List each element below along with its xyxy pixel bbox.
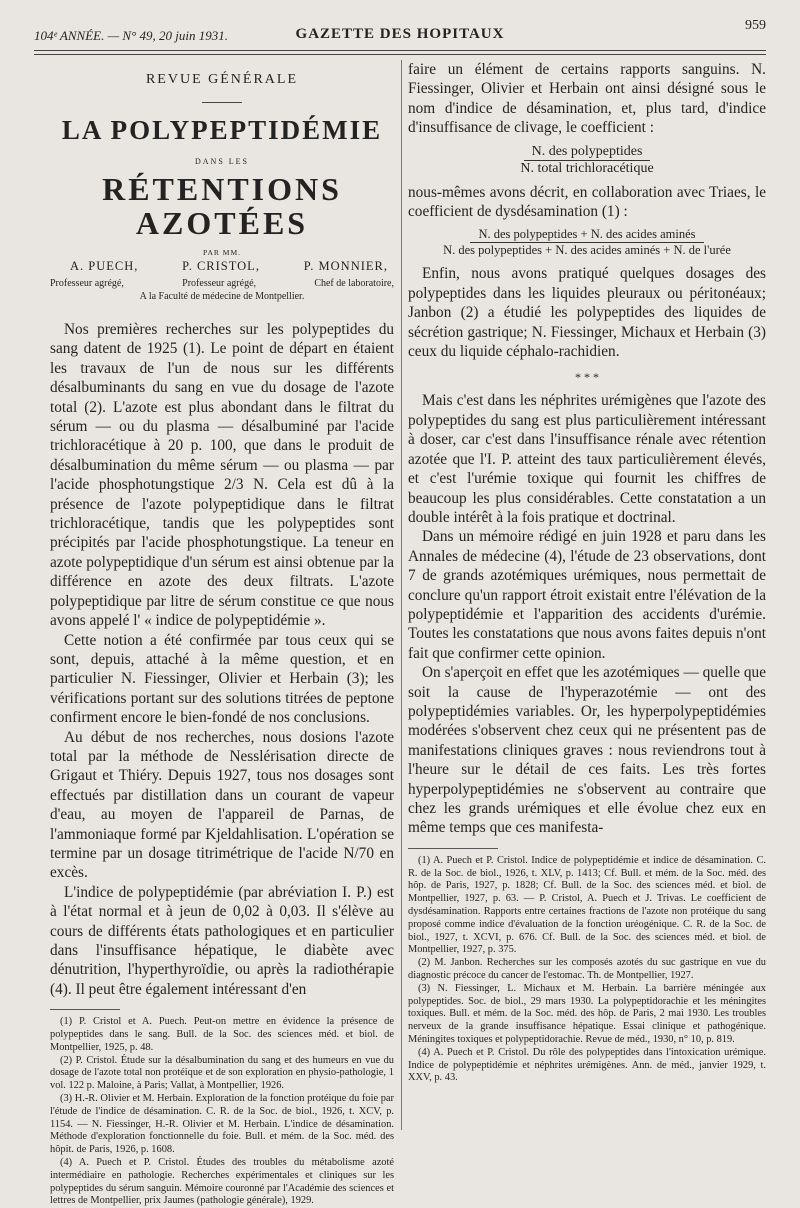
running-header — [34, 14, 766, 44]
footnote-rule — [50, 1009, 120, 1010]
formula-dysdesamination — [408, 227, 766, 258]
header-rule-2 — [34, 54, 766, 55]
body-paragraph: nous-mêmes avons décrit, en collaboration avec Triaes, le coefficient de dysdésamination (1) : — [408, 183, 766, 221]
author-name: P. MONNIER, — [303, 259, 388, 273]
by-line: PAR MM. — [203, 248, 241, 257]
formula-denominator: N. total trichloracétique — [520, 160, 654, 176]
formula-indice-desamination — [408, 144, 766, 177]
title-connector: DANS LES — [194, 157, 249, 166]
footnote: (2) M. Janbon. Recherches sur les composés azotés du suc gastrique en vue du diagnostic précoce du cancer de l'estomac. Th. de Montpellier, 1927. — [408, 957, 766, 981]
footnote: (1) A. Puech et P. Cristol. Indice de polypeptidémie et indice de désamination. C. R. de la Soc. de biol., 1926, t. XLV, p. 1413; Cf. Bull. et mém. de la Soc. méd. des hôp. de Paris, 1927, p. 1828; Cf. Bull. de la Soc. des sciences méd. et biol. de Montpellier, 1927, p. 63. — P. Cristol, A. Puech et J. Trivas. Le coefficient de dysdésamination. Rapports entre certaines fractions de l'azote non protéique du sang proposé comme indice d'évaluation de la fonction uréogénique. C. R. de la Soc. de biol., 1927, t. XCVI, p. 676. Cf. Bull. de la Soc. des sciences méd. et biol. de Montpellier, 1927, p. 375. — [408, 854, 766, 956]
issue-info: 104ᵉ ANNÉE. — N° 49, 20 juin 1931. — [34, 28, 228, 43]
body-paragraph: Au début de nos recherches, nous dosions l'azote total par la méthode de Nesslérisation directe de Grigaut et Thiéry. Depuis 1927, tous nos dosages sont effectués par distillation dans un courant de vapeur d'eau, au moyen de l'appareil de Parnas, de l'ammoniaque formé par Kjeldahlisation. L'opération se termine par un dosage titrimétrique de l'acide N/70 en excès. — [50, 728, 394, 882]
author-role: Professeur agrégé, — [50, 278, 124, 289]
author-roles — [50, 278, 394, 289]
journal-title: GAZETTE DES HOPITAUX — [295, 26, 505, 42]
authors — [70, 259, 388, 274]
author-name: P. CRISTOL, — [182, 259, 260, 273]
body-paragraph: On s'aperçoit en effet que les azotémiques — quelle que soit la cause de l'hyperazotémie — ont des polypeptidémies variables. Or, les hyperpolypeptidémies modérées s'observent chez ceux qui ne présentent pas de manifestations cliniques graves : nous reviendrons tout à l'heure sur le détail de ces faits. Les très fortes hyperpolypeptidémies ne s'observent au contraire que chez les grands urémiques et elle évolue chez eux en même temps que ces manifesta- — [408, 664, 766, 837]
footnote: (2) P. Cristol. Étude sur la désalbumination du sang et des humeurs en vue du dosage de l'azote total non protéique et de son exploration en physio-pathologie, 1 vol. 122 p. Maloine, à Paris; Vallat, à Montpellier, 1926. — [50, 1054, 394, 1092]
formula-denominator: N. des polypeptides + N. des acides aminés + N. de l'urée — [443, 243, 731, 258]
author-role: Chef de laboratoire, — [314, 278, 394, 289]
body-paragraph: Enfin, nous avons pratiqué quelques dosages des polypeptides dans les liquides pleuraux ou péritonéaux; Janbon (2) a étudié les polypeptides des liquides de sécrétion gastrique; N. Fiessinger, Michaux et Herbain (3) ceux du liquide céphalo-rachidien. — [408, 265, 766, 361]
author-role: Professeur agrégé, — [182, 278, 257, 289]
page-number: 959 — [745, 18, 766, 33]
left-column — [50, 60, 394, 1207]
body-paragraph: Mais c'est dans les néphrites urémigènes que l'azote des polypeptides du sang est plus particulièrement intéressant à doser, car c'est dans l'insuffisance rénale avec rétention azotée que l'I. P. atteint des taux particulièrement élevés, et c'est l'urémie toxique qui fournit les chiffres de beaucoup les plus considérables. Cette constatation a un double intérêt à la fois pratique et doctrinal. — [408, 392, 766, 526]
author-name: A. PUECH, — [70, 259, 139, 273]
body-paragraph: Dans un mémoire rédigé en juin 1928 et paru dans les Annales de médecine (4), l'étude de 23 observations, dont 7 de grands azotémiques urémiques, nous permettait de conclure qu'un rapport étroit existait entre l'élévation de la polypeptidémie et l'apparition des accidents d'urémie. Toutes les constatations que nous avons faites depuis n'ont fait que confirmer cette opinion. — [408, 528, 766, 662]
affiliation: A la Faculté de médecine de Montpellier. — [139, 291, 305, 302]
article-subtitle: RÉTENTIONS AZOTÉES — [102, 171, 342, 241]
column-divider — [401, 60, 402, 1130]
body-paragraph: L'indice de polypeptidémie (par abréviation I. P.) est à l'état normal et à jeun de 0,02 à 0,03. Il s'élève au cours de différents états pathologiques et en particulier dans l'insuffisance hépatique, le diabète avec dénutrition, l'hyperthyroïdie, ou après la radiothérapie (4). Il peut être également intéressant d'en — [50, 883, 394, 998]
footnote-rule — [408, 848, 498, 849]
formula-numerator: N. des polypeptides — [524, 144, 651, 161]
body-paragraph: Nos premières recherches sur les polypeptides du sang datent de 1925 (1). Le point de départ en étaient les travaux de l'un de nous sur les différents désalbuminants du sang en vue du dosage de l'azote total (2). L'azote est plus abondant dans le filtrat du sérum — ou du plasma — désalbuminé par l'acide trichloracétique à 20 p. 100, que dans le produit de désalbumination du même sérum — ou plasma — par l'acide phosphotungstique 2/3 N. Cela est dû à la présence de l'azote polypeptidique dans le filtrat trichloracétique, tandis que les polypeptides sont précipités par l'acide phosphotungstique. La teneur en azote polypeptidique d'un sérum est ainsi obtenue par la différence en azote des deux filtrats. L'azote polypeptidique par litre de sérum constitue ce que nous avons appelé l' « indice de polypeptidémie ». — [50, 321, 394, 630]
footnote: (4) A. Puech et P. Cristol. Études des troubles du métabolisme azoté intermédiaire en pathologie. Recherches expérimentales et cliniques sur les polypeptides du sérum sanguin. Mémoire couronné par l'Académie des sciences et lettres de Montpellier, prix Jaumes (pathologie générale), 1929. — [50, 1156, 394, 1207]
header-rule — [34, 50, 766, 51]
body-paragraph: Cette notion a été confirmée par tous ceux qui se sont, depuis, attaché à la même question, et en particulier N. Fiessinger, Olivier et Herbain (3); les vérifications portant sur des solutions titrées de peptone confirment encore le bien-fondé de nos conclusions. — [50, 631, 394, 727]
section-break: * * * — [575, 370, 599, 385]
right-column — [408, 60, 766, 1130]
body-paragraph: faire un élément de certains rapports sanguins. N. Fiessinger, Olivier et Herbain ont ainsi désigné sous le nom d'indice de désamination, et, plus tard, d'indice d'insuffisance de clivage, le coefficient : — [408, 61, 766, 137]
rubric: REVUE GÉNÉRALE — [145, 72, 299, 87]
footnote: (3) H.-R. Olivier et M. Herbain. Exploration de la fonction protéique du foie par l'étude de l'indice de désamination. C. R. de la Soc. de biol., 1926, t. XCV, p. 1154. — N. Fiessinger, H.-R. Olivier et M. Herbain. L'indice de désamination. Méthode d'exploration fonctionnelle du foie. Bull. et mém. de la Soc. méd. des hôpit. de Paris, 1926, p. 1608. — [50, 1093, 394, 1156]
title-rule — [202, 102, 242, 103]
footnote: (1) P. Cristol et A. Puech. Peut-on mettre en évidence la présence de polypeptides dans le sang. Bull. de la Soc. des sciences méd. et biol. de Montpellier, 1925, p. 48. — [50, 1016, 394, 1053]
article-title: LA POLYPEPTIDÉMIE — [61, 115, 383, 145]
footnote: (3) N. Fiessinger, L. Michaux et M. Herbain. La barrière méningée aux polypeptides. Soc. de biol., 29 mars 1930. La polypeptidorachie et les méningites toxiques. Bull. et mém. de la Soc. méd. des hôp. de Paris, 2 mai 1930. Les troubles nerveux de la grande insuffisance hépatique. Essai clinique et pathogénique. Méningites toxiques et polypeptidorachie. Revue de méd., 1930, n° 10, p. 819. — [408, 982, 766, 1045]
footnote: (4) A. Puech et P. Cristol. Du rôle des polypeptides dans l'intoxication urémique. Indice de polypeptidémie et néphrites urémigènes. Ann. de méd., janvier 1929, t. XXV, p. 43. — [408, 1046, 766, 1084]
formula-numerator: N. des polypeptides + N. des acides aminés — [470, 227, 703, 243]
